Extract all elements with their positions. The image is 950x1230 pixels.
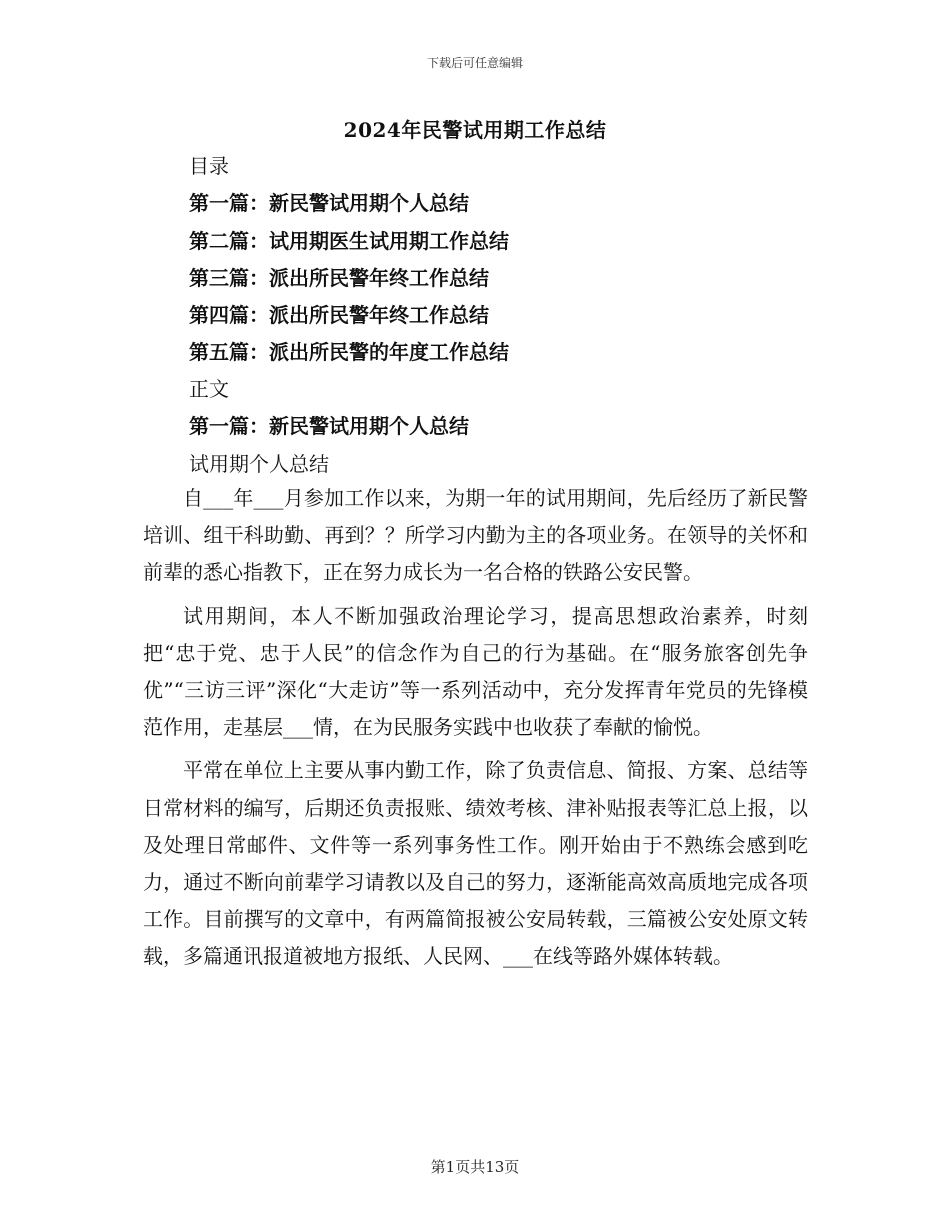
sub-title: 试用期个人总结 (189, 452, 329, 476)
toc-item: 第二篇：试用期医生试用期工作总结 (189, 229, 509, 253)
document-title: 2024年民警试用期工作总结 (343, 118, 607, 142)
toc-item: 第五篇：派出所民警的年度工作总结 (189, 340, 509, 364)
toc-item: 第三篇：派出所民警年终工作总结 (189, 266, 489, 290)
toc-item: 第四篇：派出所民警年终工作总结 (189, 303, 489, 327)
toc-label: 目录 (189, 154, 229, 178)
paragraph: 自___年___月参加工作以来，为期一年的试用期间，先后经历了新民警培训、组干科助勤、再到？？所学习内勤为主的各项业务。在领导的关怀和前辈的悉心指教下，正在努力成长为一名合格的铁路公安民警。 (143, 486, 808, 585)
paragraph: 平常在单位上主要从事内勤工作，除了负责信息、简报、方案、总结等日常材料的编写，后期还负责报账、绩效考核、津补贴报表等汇总上报，以及处理日常邮件、文件等一系列事务性工作。刚开始由于不熟练会感到吃力，通过不断向前辈学习请教以及自己的努力，逐渐能高效高质地完成各项工作。目前撰写的文章中，有两篇简报被公安局转载，三篇被公安处原文转载，多篇通讯报道被地方报纸、人民网、___在线等路外媒体转载。 (143, 758, 808, 969)
toc-item: 第一篇：新民警试用期个人总结 (189, 191, 469, 215)
page-header-note: 下载后可任意编辑 (426, 56, 523, 70)
section-heading: 第一篇：新民警试用期个人总结 (189, 414, 469, 438)
body-content (143, 480, 808, 982)
paragraph: 试用期间，本人不断加强政治理论学习，提高思想政治素养，时刻把“忠于党、忠于人民”的信念作为自己的行为基础。在“服务旅客创先争优”“三访三评”深化“大走访”等一系列活动中，充分发挥青年党员的先锋模范作用，走基层___情，在为民服务实践中也收获了奉献的愉悦。 (143, 603, 808, 740)
body-label: 正文 (189, 377, 229, 401)
page-number: 第1页共13页 (430, 1158, 520, 1176)
